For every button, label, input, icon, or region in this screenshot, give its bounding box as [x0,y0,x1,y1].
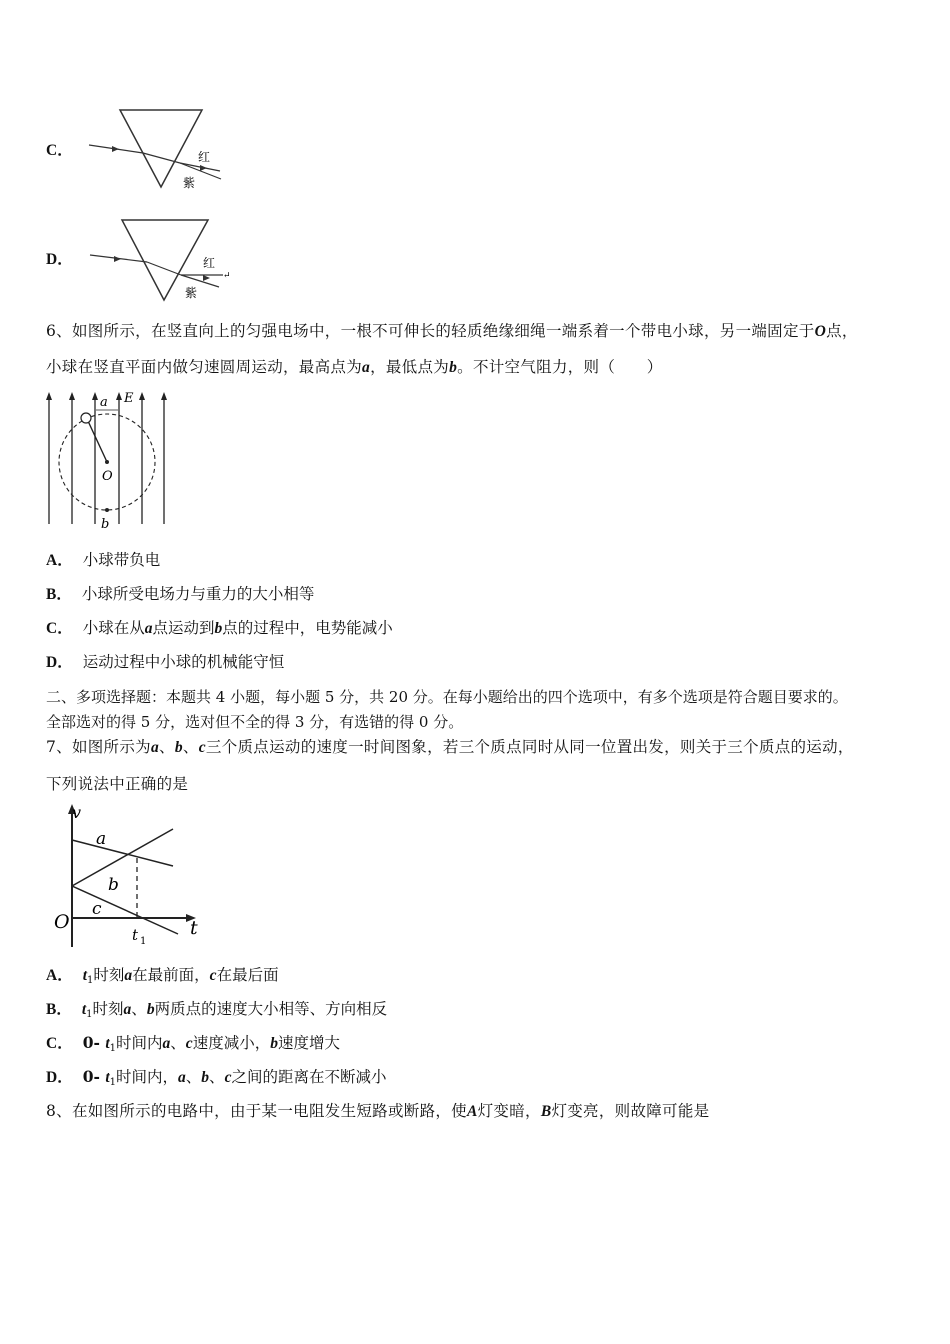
vt-graph [48,802,208,952]
refracted-ray [143,153,180,163]
option-text: 两质点的速度大小相等、方向相反 [154,1000,388,1018]
q6-option-a [46,549,160,572]
option-text: 在最后面 [216,966,279,984]
label-t1-sub: 1 [140,936,147,947]
q6-stem-line1 [46,320,858,343]
arrow-icon [200,165,207,171]
option-text: 运动过程中小球的机械能守恒 [82,653,285,671]
var-a: a [178,1069,186,1086]
option-text: 、 [209,1068,225,1086]
label-b: b [108,875,119,895]
return-mark: ↵ [223,271,231,281]
section-2-scoring: 全部选对的得 5 分，选对但不全的得 3 分，有选错的得 0 分。 [46,713,464,731]
var-b: b [214,620,223,637]
var-c: c [198,739,206,756]
label-O: O [54,911,70,933]
q7-stem-line1 [46,736,854,759]
var-B: B [540,1103,552,1120]
var-c: c [185,1035,193,1052]
q6-text: 。不计空气阻力，则（ ） [457,358,663,376]
var-a: a [150,739,160,756]
label-E: E [124,391,134,406]
option-label: C． [46,620,73,637]
option-text: 在最前面， [132,966,210,984]
var-b: b [174,739,183,756]
subscript: 1 [87,975,94,986]
q7-option-c [46,1032,340,1060]
subscript: 1 [86,1009,93,1020]
refracted-ray [147,262,181,275]
q7-text: 、 [159,738,175,756]
line-b [72,829,173,886]
var-a: a [162,1035,171,1052]
var-t: t [105,1069,110,1086]
option-label: B． [46,1001,72,1018]
q6-stem-line2 [46,356,663,379]
var-b: b [449,359,458,376]
point-O [105,460,109,464]
var-c: c [224,1069,232,1086]
option-text: 0- [82,1067,106,1086]
point-b [105,508,109,512]
label-t: t [190,917,198,939]
var-a: a [124,967,133,984]
q6-option-c [46,617,393,640]
var-b: b [270,1035,278,1052]
var-a: a [144,620,153,637]
option-d-prism [46,248,83,271]
subscript: 1 [109,1043,117,1054]
var-t: t [81,1001,87,1018]
q6-option-b [46,583,314,606]
var-O: O [814,323,827,340]
arrow-icon [203,275,210,281]
electric-field-figure [40,388,175,533]
q7-option-d [46,1066,386,1094]
line-c [72,886,178,934]
prism-figure-c [85,105,235,195]
option-text: 、 [170,1034,186,1052]
q7-text: 7、如图所示为 [46,738,151,756]
option-text: 时刻 [92,1000,124,1018]
var-a: a [123,1001,132,1018]
q8-text: 8、在如图所示的电路中，由于某一电阻发生短路或断路，使 [46,1102,467,1120]
prism-figure-d [85,215,240,305]
charged-ball [81,413,91,423]
label-O: O [102,469,113,484]
var-t: t [105,1035,110,1052]
option-text: 时间内， [116,1068,179,1086]
option-label: A． [46,552,73,569]
label-b: b [101,517,110,532]
line-a [72,840,173,866]
option-label: D． [46,251,73,268]
subscript: 1 [109,1077,117,1088]
label-a: a [100,395,108,410]
option-text: 、 [185,1068,202,1086]
option-label: D． [46,1069,73,1086]
var-A: A [466,1103,478,1120]
label-t1: t [132,926,139,944]
option-text: 点的过程中，电势能减小 [222,619,393,637]
option-text: 点运动到 [152,619,215,637]
q7-text: 、 [182,738,199,756]
q6-text: 小球在竖直平面内做匀速圆周运动，最高点为 [46,358,363,376]
q6-text: ，最低点为 [370,358,450,376]
option-text: 速度增大 [277,1034,340,1052]
option-text: 小球带负电 [82,551,161,569]
var-c: c [209,967,217,984]
option-text: 、 [131,1000,147,1018]
label-v: v [72,803,82,822]
option-label: A． [46,967,73,984]
q7-option-a [46,964,279,992]
q6-text: 6、如图所示，在竖直向上的匀强电场中，一根不可伸长的轻质绝缘细绳一端系着一个带电小球，另一端固定于 [46,322,815,340]
arrow-icon [114,256,121,262]
option-c-prism [46,139,83,162]
q6-text: 点， [826,322,858,340]
option-label: D． [46,654,73,671]
option-text: 小球所受电场力与重力的大小相等 [81,585,315,603]
label-a: a [96,829,107,849]
option-text: 小球在从 [82,619,145,637]
label-c: c [92,899,102,919]
var-a: a [362,359,371,376]
string [88,421,107,462]
var-t: t [82,967,88,984]
red-label: 红 [198,150,211,164]
option-text: 时间内 [116,1034,163,1052]
q6-option-d [46,651,284,674]
option-label: B． [46,586,72,603]
purple-label: 紫 [183,176,196,190]
var-b: b [201,1069,210,1086]
red-label: 红 [203,256,216,270]
arrow-icon [112,146,119,152]
var-b: b [146,1001,155,1018]
option-text: 0- [82,1033,106,1052]
q7-text: 三个质点运动的速度一时间图象，若三个质点同时从同一位置出发，则关于三个质点的运动， [205,738,854,756]
purple-label: 紫 [185,286,198,300]
q8-text: 灯变亮，则故障可能是 [551,1102,710,1120]
q8-stem [46,1100,709,1123]
option-text: 之间的距离在不断减小 [231,1068,387,1086]
q8-text: 灯变暗， [477,1102,541,1120]
option-label: C． [46,1035,73,1052]
section-2-header: 二、多项选择题：本题共 4 小题，每小题 5 分，共 20 分。在每小题给出的四个选项中，有多个选项是符合题目要求的。 [46,688,848,706]
option-text: 时刻 [93,966,125,984]
option-label: C． [46,142,73,159]
q7-option-b [46,998,387,1026]
option-text: 速度减小， [192,1034,271,1052]
q7-stem-line2: 下列说法中正确的是 [46,775,189,793]
